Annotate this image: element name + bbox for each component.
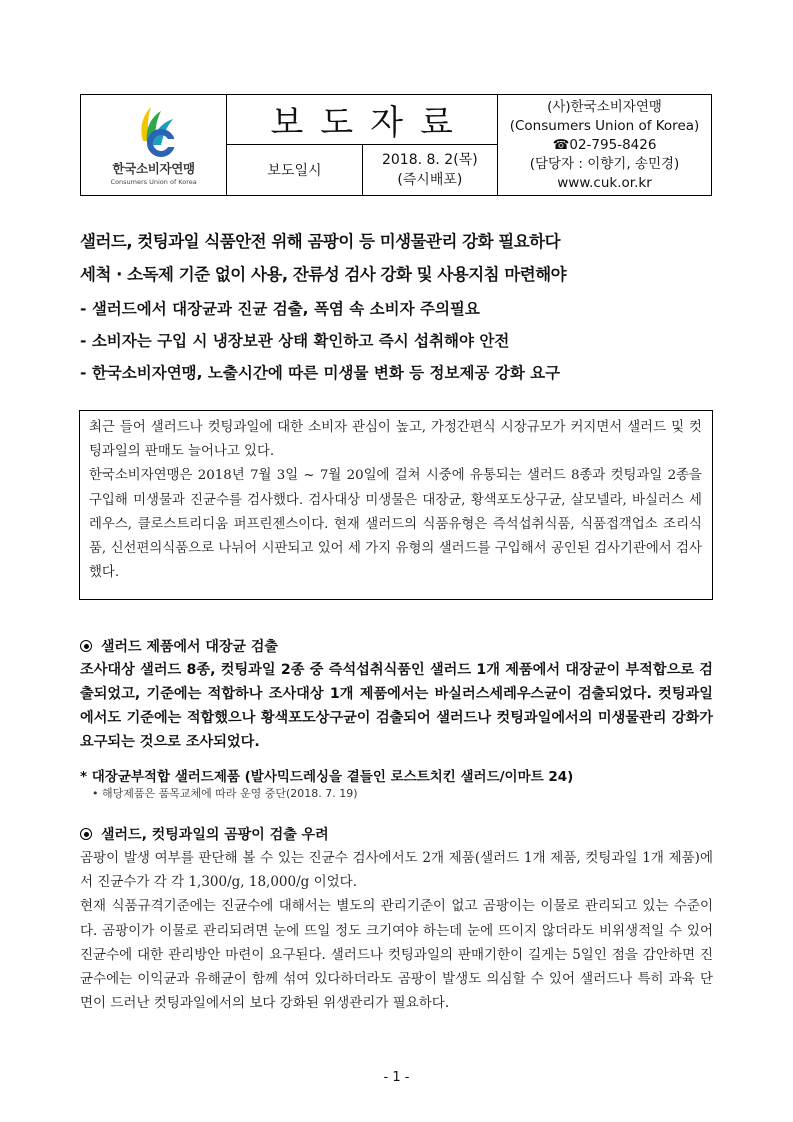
- summary-paragraph-2: 한국소비자연맹은 2018년 7월 3일 ~ 7월 20일에 걸쳐 시중에 유통되는 샐러드 8종과 컷팅과일 2종을 구입해 미생물과 진균수를 검사했다. 검사대상 미생물은 대장균, 황색포도상구균, 살모넬라, 바실러스 세레우스, 클로스트리디움 퍼프린젠스이다. 현재 샐러드의 식품유형은 즉석섭취식품, 식품접객업소 조리식품, 신선편의식품으로 나뉘어 시판되고 있어 세 가지 유형의 샐러드를 구입해서 공인된 검사기관에서 검사했다.: [89, 468, 702, 581]
- release-date-value: 2018. 8. 2(목): [381, 152, 478, 168]
- section-1-title: 샐러드 제품에서 대장균 검출: [101, 639, 278, 655]
- page-title: 보도자료: [227, 95, 498, 145]
- section-1-heading: [80, 636, 278, 656]
- logo-cell: [81, 95, 227, 196]
- page-number: - 1 -: [383, 1070, 410, 1085]
- website-link[interactable]: www.cuk.or.kr: [557, 174, 652, 191]
- circle-bullet-icon: [80, 640, 92, 652]
- section-2-heading: [80, 824, 329, 844]
- section-2-paragraph-1: 곰팡이 발생 여부를 판단해 볼 수 있는 진균수 검사에서도 2개 제품(샐러드 1개 제품, 컷팅과일 1개 제품)에서 진균수가 각 각 1,300/g, 18,000/g 이었다.: [80, 850, 713, 891]
- subheadline-1: - 샐러드에서 대장균과 진균 검출, 폭염 속 소비자 주의필요: [80, 300, 480, 318]
- summary-box: [79, 410, 713, 600]
- section-1-subnote: • 해당제품은 품목교체에 따라 운영 중단(2018. 7. 19): [92, 787, 358, 800]
- consumers-union-logo-icon: [125, 105, 183, 157]
- press-release-header: [80, 94, 712, 196]
- contact-person: (담당자 : 이향기, 송민경): [529, 155, 680, 172]
- release-date-note: (즉시배포): [397, 172, 463, 188]
- section-2-paragraph-2: 현재 식품규격기준에는 진균수에 대해서는 별도의 관리기준이 없고 곰팡이는 이물로 관리되고 있는 수준이다. 곰팡이가 이물로 관리되려면 눈에 뜨일 정도 크기여야 하는데 눈에 뜨이지 않더라도 비위생적일 수 있어 진균수에 대한 관리방안 마련이 요구된다. 샐러드나 컷팅과일의 판매기한이 길게는 5일인 점을 감안하면 진균수에는 이익균과 유해균이 함께 섞여 있다하더라도 곰팡이 발생도 의심할 수 있어 샐러드나 특히 과육 단면이 드러난 컷팅과일에서의 보다 강화된 위생관리가 필요하다.: [80, 898, 713, 1012]
- org-english-name: (Consumers Union of Korea): [509, 117, 700, 134]
- headline-secondary: 세척 · 소독제 기준 없이 사용, 잔류성 검사 강화 및 사용지침 마련해야: [80, 265, 567, 284]
- logo-name: 한국소비자연맹: [112, 160, 195, 176]
- phone-number: ☎02-795-8426: [552, 136, 657, 153]
- section-1-note: * 대장균부적합 샐러드제품 (발사믹드레싱을 곁들인 로스트치킨 샐러드/이마트 24): [80, 769, 574, 785]
- logo-subtitle: Consumers Union of Korea: [110, 177, 197, 186]
- organization-info: [498, 95, 712, 196]
- section-1-body: 조사대상 샐러드 8종, 컷팅과일 2종 중 즉석섭취식품인 샐러드 1개 제품에서 대장균이 부적합으로 검출되었고, 기준에는 적합하나 조사대상 1개 제품에서는 바실러스세레우스균이 검출되었다. 컷팅과일에서도 기준에는 적합했으나 황색포도상구균이 검출되어 샐러드나 컷팅과일에서의 미생물관리 강화가 요구되는 것으로 조사되었다.: [80, 662, 713, 750]
- release-date-label: 보도일시: [227, 145, 362, 196]
- subheadline-3: - 한국소비자연맹, 노출시간에 따른 미생물 변화 등 정보제공 강화 요구: [80, 364, 561, 382]
- section-2-title: 샐러드, 컷팅과일의 곰팡이 검출 우려: [101, 827, 329, 843]
- org-name: (사)한국소비자연맹: [547, 98, 662, 115]
- circle-bullet-icon: [80, 828, 92, 840]
- headline-main: 샐러드, 컷팅과일 식품안전 위해 곰팡이 등 미생물관리 강화 필요하다: [80, 232, 561, 251]
- subheadline-2: - 소비자는 구입 시 냉장보관 상태 확인하고 즉시 섭취해야 안전: [80, 332, 510, 350]
- release-date: [362, 145, 497, 196]
- summary-paragraph-1: 최근 들어 샐러드나 컷팅과일에 대한 소비자 관심이 높고, 가정간편식 시장규모가 커지면서 샐러드 및 컷팅과일의 판매도 늘어나고 있다.: [89, 420, 702, 460]
- section-2-body: [80, 846, 713, 1015]
